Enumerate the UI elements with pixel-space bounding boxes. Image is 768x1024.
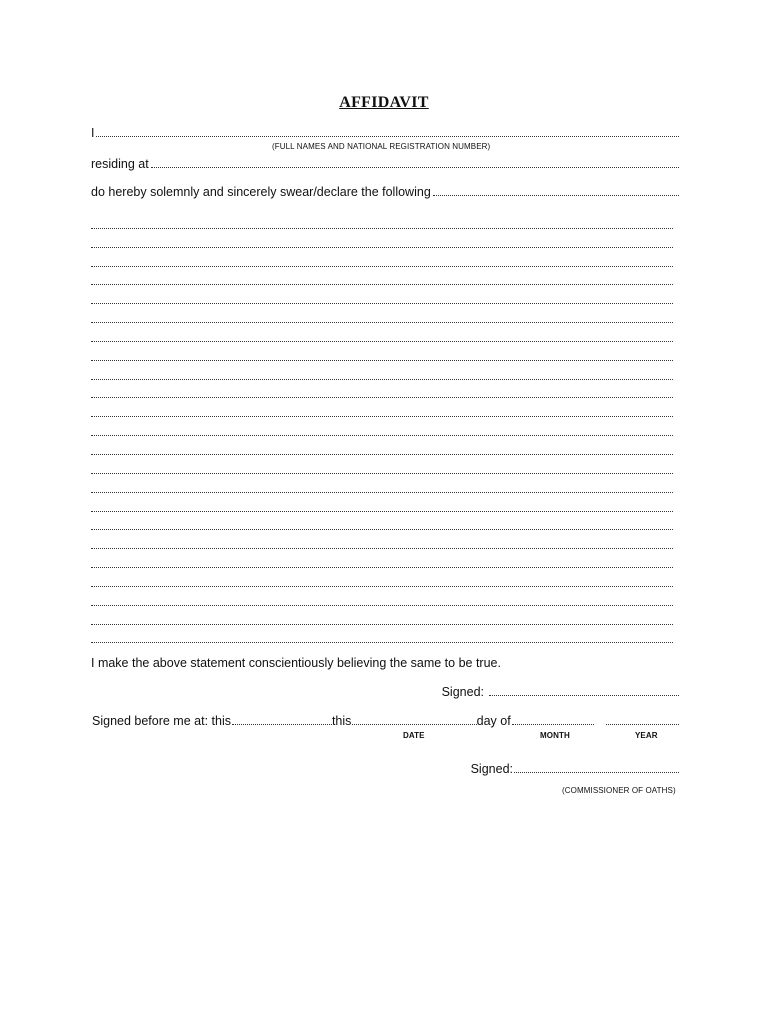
- residence-prefix: residing at: [91, 157, 149, 171]
- signed-before-prefix: Signed before me at: this: [92, 714, 231, 728]
- statement-line[interactable]: [91, 364, 673, 383]
- statement-line[interactable]: [91, 251, 673, 270]
- signed-before-day-of: day of: [476, 714, 511, 728]
- declaration-line: [91, 184, 679, 200]
- full-name-caption: (FULL NAMES AND NATIONAL REGISTRATION NUMBER): [272, 142, 491, 151]
- statement-line[interactable]: [91, 420, 673, 439]
- commissioner-signature-blank[interactable]: [514, 761, 679, 773]
- statement-line[interactable]: [91, 609, 673, 628]
- statement-line[interactable]: [91, 213, 673, 232]
- residence-blank[interactable]: [151, 156, 679, 168]
- full-name-line: [91, 125, 679, 141]
- full-name-prefix: I: [91, 126, 95, 140]
- statement-line[interactable]: [91, 515, 673, 534]
- statement-line[interactable]: [91, 326, 673, 345]
- month-caption: MONTH: [540, 731, 570, 740]
- deponent-signature-label: Signed:: [441, 685, 484, 699]
- deponent-signature-line: [91, 684, 679, 700]
- statement-line[interactable]: [91, 345, 673, 364]
- full-name-blank[interactable]: [96, 125, 679, 137]
- residence-line: [91, 156, 679, 172]
- statement-line[interactable]: [91, 270, 673, 289]
- statement-line[interactable]: [91, 533, 673, 552]
- statement-line[interactable]: [91, 496, 673, 515]
- statement-line[interactable]: [91, 401, 673, 420]
- statement-line[interactable]: [91, 307, 673, 326]
- document-title: AFFIDAVIT: [339, 94, 429, 111]
- year-blank[interactable]: [606, 713, 679, 725]
- statement-line[interactable]: [91, 477, 673, 496]
- statement-line[interactable]: [91, 571, 673, 590]
- commissioner-signature-line: [91, 761, 679, 777]
- date-blank[interactable]: [352, 713, 476, 725]
- statement-lines: [91, 213, 673, 646]
- statement-line[interactable]: [91, 628, 673, 647]
- statement-line[interactable]: [91, 590, 673, 609]
- signed-before-this: this: [331, 714, 352, 728]
- declaration-blank[interactable]: [433, 184, 679, 196]
- month-blank[interactable]: [512, 713, 595, 725]
- statement-line[interactable]: [91, 439, 673, 458]
- year-caption: YEAR: [635, 731, 658, 740]
- signed-before-line: [91, 713, 679, 729]
- commissioner-caption: (COMMISSIONER OF OATHS): [562, 786, 676, 795]
- closing-statement: I make the above statement conscientiously believing the same to be true.: [91, 656, 501, 670]
- deponent-signature-blank[interactable]: [489, 684, 679, 696]
- statement-line[interactable]: [91, 383, 673, 402]
- statement-line[interactable]: [91, 288, 673, 307]
- declaration-text: do hereby solemnly and sincerely swear/declare the following: [91, 185, 431, 199]
- statement-line[interactable]: [91, 552, 673, 571]
- statement-line[interactable]: [91, 232, 673, 251]
- place-blank[interactable]: [232, 713, 332, 725]
- date-caption: DATE: [403, 731, 425, 740]
- statement-line[interactable]: [91, 458, 673, 477]
- commissioner-signature-label: Signed:: [470, 762, 513, 776]
